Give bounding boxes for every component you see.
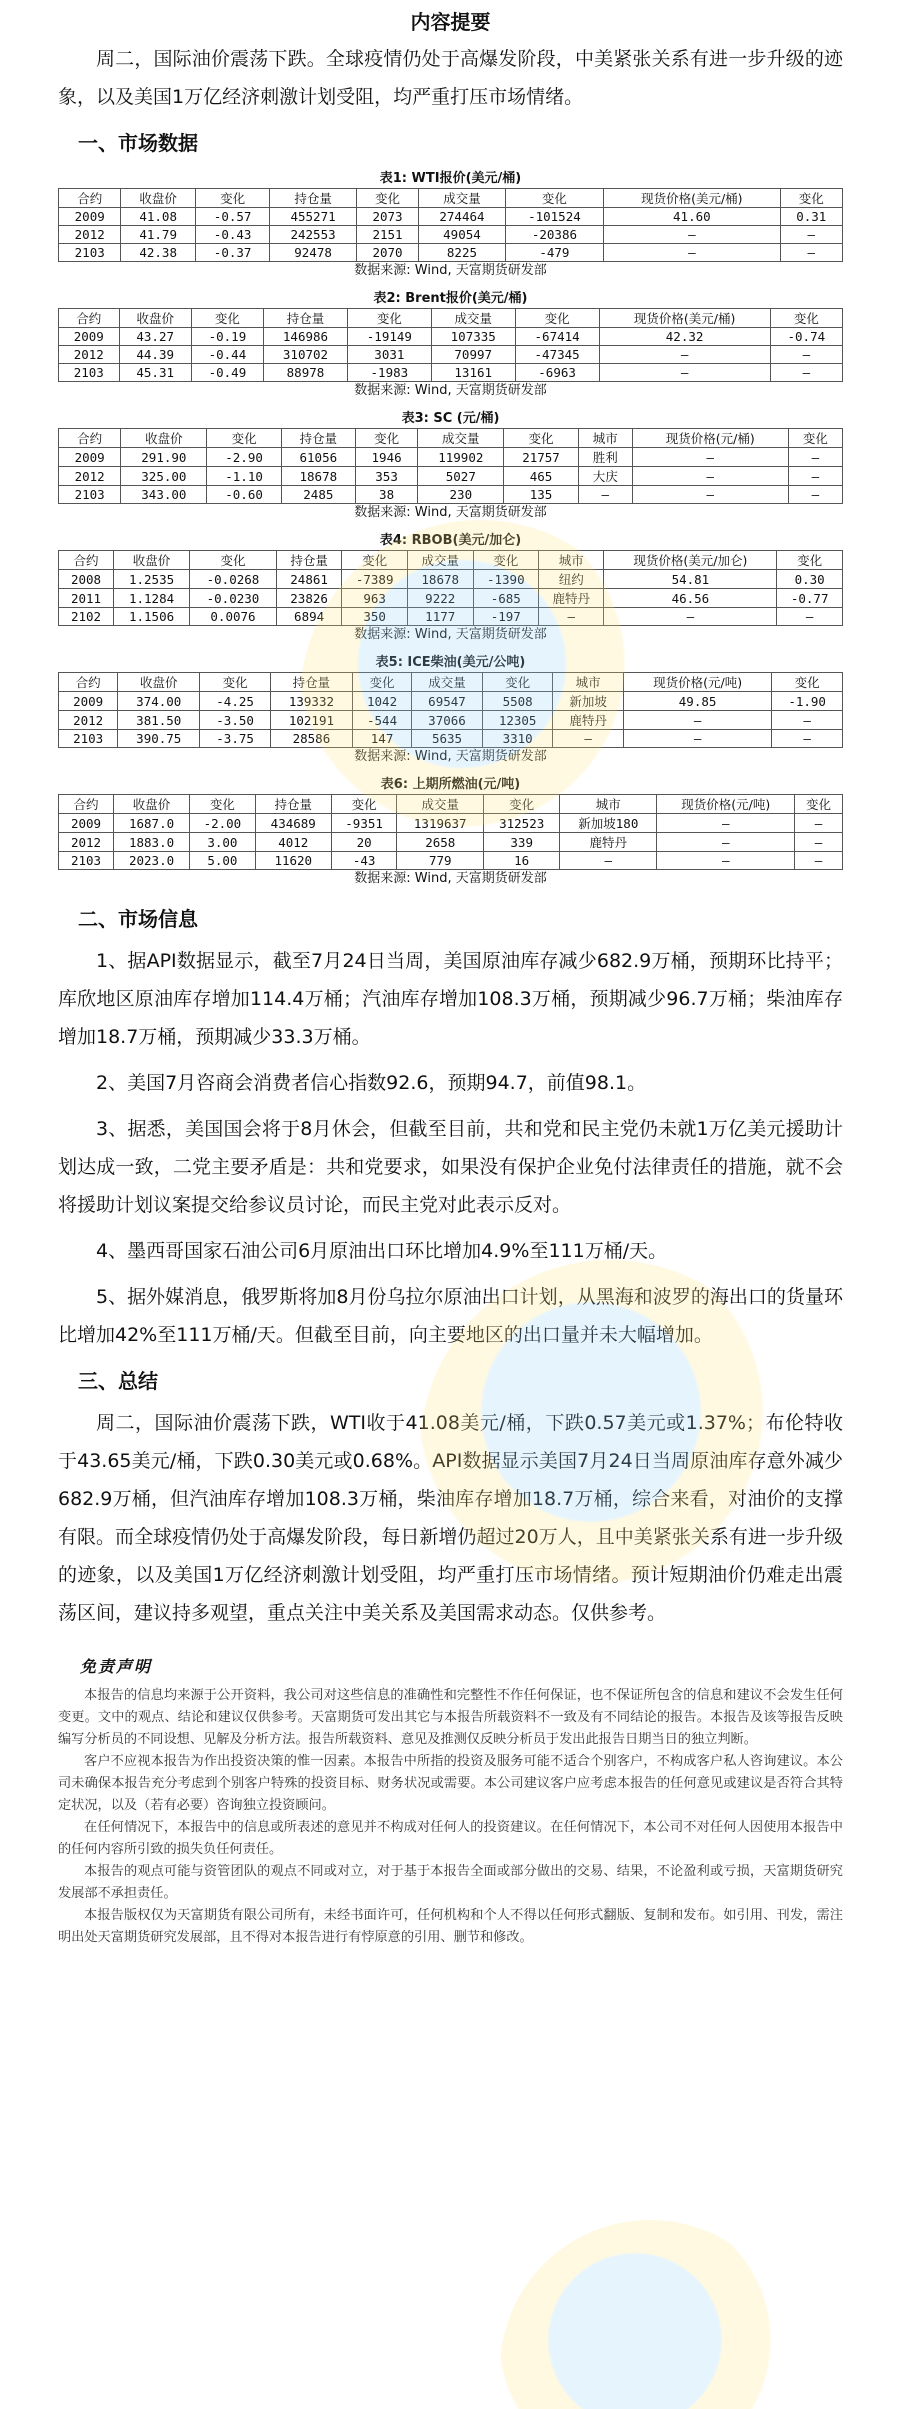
table-source: 数据来源: Wind, 天富期货研发部	[354, 871, 547, 886]
table-row	[59, 364, 843, 382]
disclaimer-title: 免责声明	[80, 1657, 153, 1676]
table-cell: 339	[484, 833, 560, 852]
table-cell: 49054	[419, 226, 505, 244]
header-cell: 合约	[59, 309, 120, 328]
table-cell: -0.74	[770, 328, 842, 346]
table-cell: 70997	[431, 346, 515, 364]
header-cell: 收盘价	[121, 189, 195, 208]
table-cell: —	[770, 346, 842, 364]
table-cell: 0.0076	[190, 608, 277, 626]
table-cell: 291.90	[121, 448, 207, 467]
table-cell: 23826	[276, 589, 342, 608]
table-block	[58, 410, 843, 522]
table-cell: 2103	[59, 244, 121, 262]
brent-table	[58, 308, 843, 382]
table-cell: 新加坡180	[560, 814, 657, 833]
table-cell: 88978	[264, 364, 348, 382]
table-cell: —	[788, 467, 842, 486]
table-cell: 1883.0	[113, 833, 189, 852]
table-header-row	[59, 673, 843, 692]
header-cell: 变化	[342, 551, 408, 570]
table-cell: -0.44	[191, 346, 263, 364]
table-cell: 胜利	[578, 448, 632, 467]
table-cell: 2012	[59, 833, 114, 852]
table-cell: 鹿特丹	[553, 711, 623, 730]
market-info-item: 3、据悉，美国国会将于8月休会，但截至目前，共和党和民主党仍未就1万亿美元援助计划达成一致，二党主要矛盾是：共和党要求，如果没有保护企业免付法律责任的措施，就不会将援助计划议案提交给参议员讨论，而民主党对此表示反对。	[58, 1118, 843, 1216]
table-cell: —	[772, 711, 843, 730]
table-cell: —	[657, 852, 795, 870]
header-cell: 收盘价	[118, 673, 200, 692]
table-cell: —	[657, 814, 795, 833]
table-cell: 230	[418, 486, 504, 504]
table-cell: 8225	[419, 244, 505, 262]
header-cell: 城市	[560, 795, 657, 814]
table-cell: -0.49	[191, 364, 263, 382]
watermark-logo	[500, 2220, 800, 2409]
wti-table	[58, 188, 843, 262]
table-row	[59, 486, 843, 504]
header-cell: 合约	[59, 673, 118, 692]
table-cell: 纽约	[539, 570, 604, 589]
header-cell: 变化	[190, 795, 256, 814]
summary-paragraph: 周二，国际油价震荡下跌。全球疫情仍处于高爆发阶段，中美紧张关系有进一步升级的迹象，以及美国1万亿经济刺激计划受阻，均严重打压市场情绪。	[58, 48, 843, 108]
header-cell: 收盘价	[113, 551, 189, 570]
table-cell: 38	[355, 486, 417, 504]
header-cell: 持仓量	[281, 429, 355, 448]
table-cell: 2073	[356, 208, 418, 226]
market-info-item: 1、据API数据显示，截至7月24日当周，美国原油库存减少682.9万桶，预期环比持平；库欣地区原油库存增加114.4万桶；汽油库存增加108.3万桶，预期减少96.7万桶；柴油库存增加18.7万桶，预期减少33.3万桶。	[58, 950, 843, 1048]
table-cell: 2009	[59, 692, 118, 711]
table-cell: —	[632, 448, 788, 467]
header-cell: 变化	[347, 309, 431, 328]
table-cell: 大庆	[578, 467, 632, 486]
table-cell: 1.2535	[113, 570, 189, 589]
table-header-row	[59, 189, 843, 208]
table-cell: 41.79	[121, 226, 195, 244]
table-cell: 2070	[356, 244, 418, 262]
table-cell: 390.75	[118, 730, 200, 748]
table-cell: 45.31	[119, 364, 191, 382]
table-row	[59, 448, 843, 467]
table-cell: 455271	[270, 208, 356, 226]
header-cell: 变化	[770, 309, 842, 328]
table-cell: 3031	[347, 346, 431, 364]
table-cell: 2011	[59, 589, 114, 608]
table-cell: —	[539, 608, 604, 626]
table-cell: 135	[504, 486, 578, 504]
table-cell: 43.27	[119, 328, 191, 346]
table-cell: -1390	[473, 570, 539, 589]
table-cell: -20386	[505, 226, 603, 244]
table-cell: -0.43	[195, 226, 269, 244]
page-title: 内容提要	[410, 10, 491, 34]
table-cell: —	[770, 364, 842, 382]
table-cell: —	[599, 364, 770, 382]
table-cell: 1946	[355, 448, 417, 467]
table-cell: -67414	[515, 328, 599, 346]
table-cell: 310702	[264, 346, 348, 364]
table-cell: 6894	[276, 608, 342, 626]
table-row	[59, 208, 843, 226]
header-cell: 城市	[578, 429, 632, 448]
header-cell: 成交量	[412, 673, 483, 692]
table-cell: 41.08	[121, 208, 195, 226]
table-cell: 1177	[407, 608, 473, 626]
table-cell: 5027	[418, 467, 504, 486]
disclaimer-paragraph: 本报告的信息均来源于公开资料，我公司对这些信息的准确性和完整性不作任何保证，也不保证所包含的信息和建议不会发生任何变更。文中的观点、结论和建议仅供参考。天富期货可发出其它与本报告所载资料不一致及有不同结论的报告。本报告及该等报告反映编写分析员的不同设想、见解及分析方法。报告所载资料、意见及推测仅反映分析员于发出此报告日期当日的独立判断。	[58, 1688, 843, 1747]
table-cell: -43	[331, 852, 397, 870]
table-cell: 147	[352, 730, 411, 748]
table-cell: 11620	[255, 852, 331, 870]
table-row	[59, 814, 843, 833]
table-cell: 434689	[255, 814, 331, 833]
table-caption: 表4: RBOB(美元/加仑)	[379, 533, 522, 548]
header-cell: 城市	[539, 551, 604, 570]
table-cell: 鹿特丹	[539, 589, 604, 608]
table-cell: 42.38	[121, 244, 195, 262]
table-row	[59, 328, 843, 346]
table-cell: 139332	[270, 692, 352, 711]
table-cell: 18678	[281, 467, 355, 486]
table-cell: 9222	[407, 589, 473, 608]
table-cell: 12305	[482, 711, 553, 730]
table-cell: 2009	[59, 208, 121, 226]
table-cell: 274464	[419, 208, 505, 226]
table-row	[59, 226, 843, 244]
table-cell: 2103	[59, 364, 120, 382]
header-cell: 收盘价	[121, 429, 207, 448]
table-cell: —	[623, 730, 771, 748]
table-cell: 343.00	[121, 486, 207, 504]
table-cell: 5635	[412, 730, 483, 748]
header-cell: 变化	[504, 429, 578, 448]
header-cell: 持仓量	[270, 673, 352, 692]
table-cell: -1983	[347, 364, 431, 382]
header-cell: 持仓量	[255, 795, 331, 814]
table-cell: 2103	[59, 486, 121, 504]
table-row	[59, 244, 843, 262]
rbob-table	[58, 550, 843, 626]
table-cell: 5508	[482, 692, 553, 711]
table-cell: 102191	[270, 711, 352, 730]
table-block	[58, 776, 843, 888]
table-cell: 350	[342, 608, 408, 626]
header-cell: 变化	[207, 429, 281, 448]
table-cell: 54.81	[604, 570, 777, 589]
header-cell: 变化	[780, 189, 842, 208]
table-cell: 46.56	[604, 589, 777, 608]
table-cell: -685	[473, 589, 539, 608]
header-cell: 成交量	[431, 309, 515, 328]
table-cell: 16	[484, 852, 560, 870]
table-cell: —	[795, 814, 843, 833]
table-cell: —	[578, 486, 632, 504]
table-cell: -0.60	[207, 486, 281, 504]
table-source: 数据来源: Wind, 天富期货研发部	[354, 627, 547, 642]
table-cell: 2009	[59, 328, 120, 346]
table-cell: 41.60	[604, 208, 780, 226]
ice-gasoil-table	[58, 672, 843, 748]
header-cell: 变化	[200, 673, 271, 692]
header-cell: 变化	[482, 673, 553, 692]
header-cell: 变化	[505, 189, 603, 208]
table-row	[59, 730, 843, 748]
table-cell: —	[560, 852, 657, 870]
table-source: 数据来源: Wind, 天富期货研发部	[354, 505, 547, 520]
table-cell: 69547	[412, 692, 483, 711]
table-caption: 表5: ICE柴油(美元/公吨)	[375, 655, 526, 670]
shfe-fuel-oil-table	[58, 794, 843, 870]
table-cell: 4012	[255, 833, 331, 852]
table-cell: —	[553, 730, 623, 748]
header-cell: 变化	[484, 795, 560, 814]
table-cell: 119902	[418, 448, 504, 467]
market-info-item: 5、据外媒消息，俄罗斯将加8月份乌拉尔原油出口计划，从黑海和波罗的海出口的货量环比增加42%至111万桶/天。但截至目前，向主要地区的出口量并未大幅增加。	[58, 1286, 843, 1346]
table-cell: 2103	[59, 730, 118, 748]
table-cell: -0.0230	[190, 589, 277, 608]
table-cell: —	[788, 486, 842, 504]
table-cell: 2151	[356, 226, 418, 244]
table-caption: 表6: 上期所燃油(元/吨)	[380, 777, 521, 792]
section-heading-conclusion: 三、总结	[78, 1369, 158, 1393]
table-cell: 2012	[59, 346, 120, 364]
section-heading-market-data: 一、市场数据	[78, 131, 198, 155]
header-cell: 变化	[795, 795, 843, 814]
table-cell: 37066	[412, 711, 483, 730]
table-cell: 1319637	[397, 814, 484, 833]
header-cell: 合约	[59, 189, 121, 208]
table-cell: —	[788, 448, 842, 467]
table-cell: 新加坡	[553, 692, 623, 711]
table-row	[59, 852, 843, 870]
table-cell: 2103	[59, 852, 114, 870]
header-cell: 合约	[59, 551, 114, 570]
table-cell: 465	[504, 467, 578, 486]
table-cell: —	[795, 833, 843, 852]
table-cell: -0.37	[195, 244, 269, 262]
table-cell: 18678	[407, 570, 473, 589]
table-cell: 1.1284	[113, 589, 189, 608]
table-cell: —	[632, 486, 788, 504]
table-cell: —	[604, 244, 780, 262]
table-source: 数据来源: Wind, 天富期货研发部	[354, 263, 547, 278]
header-cell: 城市	[553, 673, 623, 692]
disclaimer-paragraph: 本报告的观点可能与资管团队的观点不同或对立，对于基于本报告全面或部分做出的交易、结果，不论盈利或亏损，天富期货研究发展部不承担责任。	[58, 1864, 843, 1901]
header-cell: 合约	[59, 795, 114, 814]
header-cell: 现货价格(元/吨)	[657, 795, 795, 814]
table-block	[58, 532, 843, 644]
header-cell: 现货价格(美元/桶)	[599, 309, 770, 328]
header-cell: 持仓量	[270, 189, 356, 208]
table-cell: 3.00	[190, 833, 256, 852]
table-cell: -3.75	[200, 730, 271, 748]
table-cell: 2008	[59, 570, 114, 589]
header-cell: 现货价格(美元/加仑)	[604, 551, 777, 570]
header-cell: 持仓量	[264, 309, 348, 328]
table-cell: -101524	[505, 208, 603, 226]
table-cell: 242553	[270, 226, 356, 244]
header-cell: 合约	[59, 429, 121, 448]
table-cell: -0.57	[195, 208, 269, 226]
table-cell: 0.31	[780, 208, 842, 226]
disclaimer-paragraph: 客户不应视本报告为作出投资决策的惟一因素。本报告中所指的投资及服务可能不适合个别客户，不构成客户私人咨询建议。本公司未确保本报告充分考虑到个别客户特殊的投资目标、财务状况或需要。本公司建议客户应考虑本报告的任何意见或建议是否符合其特定状况，以及（若有必要）咨询独立投资顾问。	[58, 1754, 843, 1813]
table-cell: 2012	[59, 711, 118, 730]
table-header-row	[59, 309, 843, 328]
header-cell: 变化	[331, 795, 397, 814]
table-cell: 2012	[59, 226, 121, 244]
table-cell: 2009	[59, 448, 121, 467]
table-cell: 2012	[59, 467, 121, 486]
table-block	[58, 654, 843, 766]
table-cell: 61056	[281, 448, 355, 467]
table-cell: -479	[505, 244, 603, 262]
table-cell: 107335	[431, 328, 515, 346]
header-cell: 成交量	[397, 795, 484, 814]
header-cell: 变化	[355, 429, 417, 448]
table-cell: 1.1506	[113, 608, 189, 626]
table-caption: 表1: WTI报价(美元/桶)	[379, 171, 522, 186]
table-cell: 24861	[276, 570, 342, 589]
table-cell: -2.00	[190, 814, 256, 833]
table-cell: 0.30	[777, 570, 843, 589]
table-cell: 325.00	[121, 467, 207, 486]
table-cell: 146986	[264, 328, 348, 346]
header-cell: 持仓量	[276, 551, 342, 570]
header-cell: 成交量	[407, 551, 473, 570]
market-info-item: 2、美国7月咨商会消费者信心指数92.6，预期94.7，前值98.1。	[96, 1072, 647, 1094]
table-cell: 13161	[431, 364, 515, 382]
table-cell: -0.77	[777, 589, 843, 608]
table-cell: —	[780, 244, 842, 262]
table-cell: -2.90	[207, 448, 281, 467]
table-cell: -47345	[515, 346, 599, 364]
table-cell: 21757	[504, 448, 578, 467]
table-block	[58, 170, 843, 280]
header-cell: 变化	[356, 189, 418, 208]
table-header-row	[59, 551, 843, 570]
table-cell: -1.90	[772, 692, 843, 711]
header-cell: 变化	[788, 429, 842, 448]
header-cell: 变化	[473, 551, 539, 570]
table-cell: -19149	[347, 328, 431, 346]
section-heading-market-info: 二、市场信息	[78, 907, 198, 931]
header-cell: 变化	[352, 673, 411, 692]
table-cell: 312523	[484, 814, 560, 833]
table-cell: -4.25	[200, 692, 271, 711]
table-cell: -3.50	[200, 711, 271, 730]
table-cell: 49.85	[623, 692, 771, 711]
table-cell: —	[599, 346, 770, 364]
table-cell: —	[795, 852, 843, 870]
header-cell: 变化	[772, 673, 843, 692]
header-cell: 变化	[777, 551, 843, 570]
market-info-item: 4、墨西哥国家石油公司6月原油出口环比增加4.9%至111万桶/天。	[96, 1240, 668, 1262]
table-cell: —	[777, 608, 843, 626]
table-cell: 92478	[270, 244, 356, 262]
header-cell: 变化	[190, 551, 277, 570]
header-cell: 变化	[191, 309, 263, 328]
header-cell: 变化	[195, 189, 269, 208]
table-cell: 2023.0	[113, 852, 189, 870]
data-tables	[58, 170, 843, 888]
table-row	[59, 346, 843, 364]
header-cell: 现货价格(美元/桶)	[604, 189, 780, 208]
table-cell: 374.00	[118, 692, 200, 711]
table-cell: —	[772, 730, 843, 748]
table-cell: 1042	[352, 692, 411, 711]
table-cell: 381.50	[118, 711, 200, 730]
table-source: 数据来源: Wind, 天富期货研发部	[354, 383, 547, 398]
conclusion-paragraph: 周二，国际油价震荡下跌，WTI收于41.08美元/桶，下跌0.57美元或1.37%；布伦特收于43.65美元/桶，下跌0.30美元或0.68%。API数据显示美国7月24日当周原油库存意外减少682.9万桶，但汽油库存增加108.3万桶，柴油库存增加18.7万桶，综合来看，对油价的支撑有限。而全球疫情仍处于高爆发阶段，每日新增仍超过20万人，且中美紧张关系有进一步升级的迹象，以及美国1万亿经济刺激计划受阻，均严重打压市场情绪。预计短期油价仍难走出震荡区间，建议持多观望，重点关注中美关系及美国需求动态。仅供参考。	[58, 1412, 843, 1624]
table-cell: 779	[397, 852, 484, 870]
table-cell: 28586	[270, 730, 352, 748]
table-cell: —	[623, 711, 771, 730]
table-cell: -0.19	[191, 328, 263, 346]
table-cell: 1687.0	[113, 814, 189, 833]
table-cell: —	[657, 833, 795, 852]
table-cell: 44.39	[119, 346, 191, 364]
table-cell: 2485	[281, 486, 355, 504]
table-row	[59, 692, 843, 711]
table-cell: 963	[342, 589, 408, 608]
table-cell: 20	[331, 833, 397, 852]
table-cell: 5.00	[190, 852, 256, 870]
table-cell: 353	[355, 467, 417, 486]
table-block	[58, 290, 843, 400]
table-row	[59, 833, 843, 852]
header-cell: 收盘价	[113, 795, 189, 814]
table-header-row	[59, 795, 843, 814]
disclaimer-paragraph: 在任何情况下，本报告中的信息或所表述的意见并不构成对任何人的投资建议。在任何情况下，本公司不对任何人因使用本报告中的任何内容所引致的损失负任何责任。	[58, 1820, 843, 1857]
table-cell: 3310	[482, 730, 553, 748]
table-cell: —	[780, 226, 842, 244]
table-row	[59, 570, 843, 589]
header-cell: 现货价格(元/桶)	[632, 429, 788, 448]
table-cell: —	[632, 467, 788, 486]
table-cell: 42.32	[599, 328, 770, 346]
table-cell: 2658	[397, 833, 484, 852]
header-cell: 现货价格(元/吨)	[623, 673, 771, 692]
table-cell: 2009	[59, 814, 114, 833]
sc-table	[58, 428, 843, 504]
table-cell: -544	[352, 711, 411, 730]
table-cell: -197	[473, 608, 539, 626]
table-cell: 2102	[59, 608, 114, 626]
table-cell: —	[604, 608, 777, 626]
table-row	[59, 467, 843, 486]
table-cell: 鹿特丹	[560, 833, 657, 852]
table-cell: -9351	[331, 814, 397, 833]
table-cell: —	[604, 226, 780, 244]
header-cell: 收盘价	[119, 309, 191, 328]
table-cell: -1.10	[207, 467, 281, 486]
table-header-row	[59, 429, 843, 448]
table-caption: 表3: SC (元/桶)	[401, 411, 500, 426]
header-cell: 变化	[515, 309, 599, 328]
table-row	[59, 711, 843, 730]
table-row	[59, 589, 843, 608]
table-cell: -6963	[515, 364, 599, 382]
table-source: 数据来源: Wind, 天富期货研发部	[354, 749, 547, 764]
table-row	[59, 608, 843, 626]
header-cell: 成交量	[419, 189, 505, 208]
header-cell: 成交量	[418, 429, 504, 448]
table-cell: -7389	[342, 570, 408, 589]
disclaimer-paragraph: 本报告版权仅为天富期货有限公司所有，未经书面许可，任何机构和个人不得以任何形式翻版、复制和发布。如引用、刊发，需注明出处天富期货研究发展部，且不得对本报告进行有悖原意的引用、删节和修改。	[58, 1908, 843, 1945]
table-caption: 表2: Brent报价(美元/桶)	[373, 291, 528, 306]
table-cell: -0.0268	[190, 570, 277, 589]
